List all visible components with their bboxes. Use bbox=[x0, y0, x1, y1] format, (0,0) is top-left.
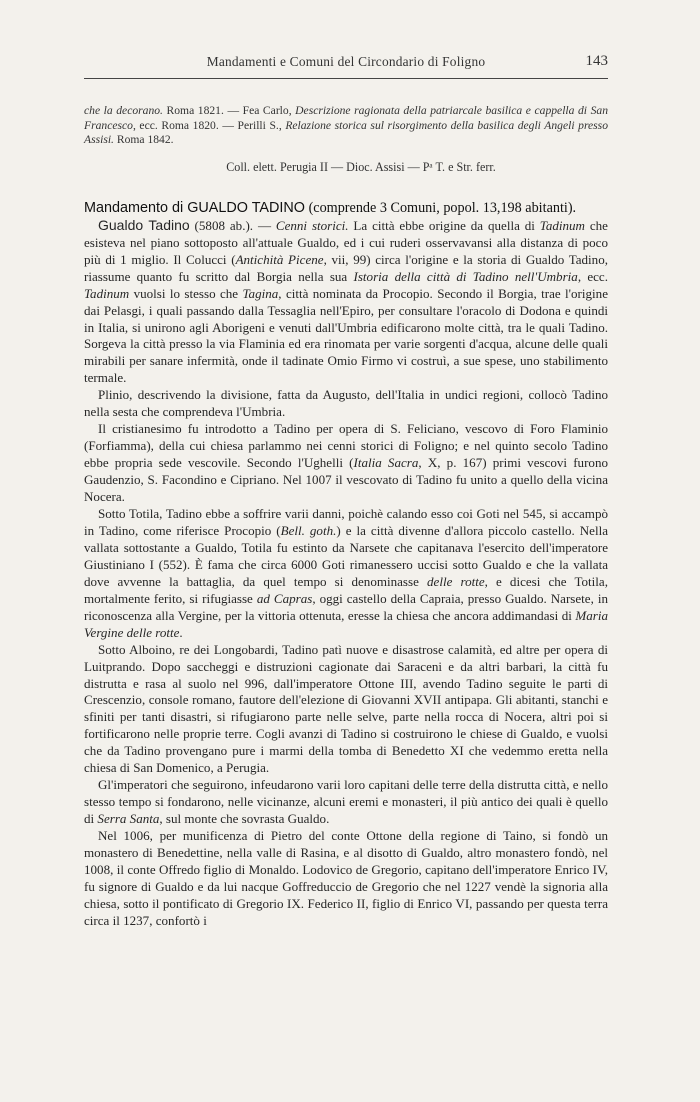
p4-text-g: , oggi castello della Capraia, presso Gualdo. Narsete, in riconoscenza alla Vergine, per la vittoria ottenuta, eresse la chiesa che ancora addimandasi di bbox=[84, 590, 608, 623]
bibliography-note bbox=[84, 104, 608, 148]
p3-text-a: Il cristianesimo fu introdotto a Tadino per opera di S. Feliciano, vescovo di Foro Flaminio (Forfiamma), della cui chiesa parlammo nei cenni storici di Foligno; e nel quinto secolo Tadino ebbe propria sede vescovile. Secondo l'Ughelli ( bbox=[84, 421, 608, 471]
p1-text-h: , vii, 99) circa l'origine e la storia di Gualdo Tadino, riassume quanto fu scritto dal Borgia nella sua bbox=[84, 251, 608, 284]
paragraph-6 bbox=[84, 777, 608, 828]
paragraph-4 bbox=[84, 506, 608, 642]
mandamento-info: (comprende 3 Comuni, popol. 13,198 abitanti). bbox=[305, 199, 577, 216]
biblio-title-1: che la decorano. bbox=[84, 104, 163, 117]
p4-italic-b: Bell. goth. bbox=[280, 522, 337, 538]
p4-text-e: , e dicesi che Totila, mortalmente ferito, si rifugiasse bbox=[84, 573, 608, 606]
p6-text-a: Gl'imperatori che seguirono, infeudarono varii loro capitani delle terre della distrutta città, e nello stesso tempo si fondarono, nelle vicinanze, alcuni eremi e monasteri, il più antico dei quali è quello di bbox=[84, 777, 608, 827]
p1-italic-i: Istoria della città di Tadino nell'Umbria bbox=[353, 268, 578, 284]
collegio-line: Coll. elett. Perugia II — Dioc. Assisi — Pᵃ T. e Str. ferr. bbox=[226, 159, 496, 174]
p4-italic-h: Maria Vergine delle rotte bbox=[84, 607, 608, 640]
biblio-text-1: Roma 1821. — Fea Carlo, bbox=[162, 104, 296, 117]
biblio-text-3: Roma 1842. bbox=[113, 133, 174, 147]
comune-name: Gualdo Tadino bbox=[98, 216, 190, 233]
paragraph-2: Plinio, descrivendo la divisione, fatta da Augusto, dell'Italia in undici regioni, collocò Tadino nella sesta che comprendeva l'Umbria. bbox=[84, 387, 608, 420]
p1-text-b: (5808 ab.). — bbox=[189, 217, 276, 233]
running-title: Mandamenti e Comuni del Circondario di Foligno bbox=[206, 54, 486, 69]
p4-text-a: Sotto Totila, Tadino ebbe a soffrire varii danni, poichè calando esso coi Goti nel 545, si accampò in Tadino, come riferisce Procopio ( bbox=[84, 505, 608, 538]
p4-italic-f: ad Capras bbox=[256, 590, 313, 606]
p1-italic-g: Antichità Picene bbox=[235, 251, 324, 267]
biblio-title-3: Relazione storica sul risorgimento della basilica degli Angeli presso Assisi. bbox=[84, 118, 608, 147]
paragraph-5: Sotto Alboino, re dei Longobardi, Tadino patì nuove e disastrose calamità, ed altre per opera di Luitprando. Dopo saccheggi e distruzioni cagionate dai Saraceni e da altri barbari, la città fu distrutta e rasa al suolo nel 996, dall'imperatore Ottone III, avendo Tadino seguite le parti di Crescenzio, console romano, fautore dell'elezione di Giovanni XVII antipapa. Gli abitanti, stanchi e sfiniti per tanti disastri, si rifugiarono parte nelle selve, parte nella rocca di Nocera, altri poi si fortificarono nelle proprie terre. Cogli avanzi di Tadino si costruirono le chiese di Gualdo, e vuolsi che da Tadino provengano pure i marmi della tomba di Benedetto XI che vedemmo eretta nella chiesa di San Domenico, a Perugia. bbox=[84, 641, 608, 776]
p1-italic-c: Cenni storici. bbox=[275, 217, 349, 233]
p6-text-c: , sul monte che sovrasta Gualdo. bbox=[159, 811, 330, 827]
paragraph-3 bbox=[84, 421, 608, 506]
mandamento-heading bbox=[84, 199, 608, 217]
p1-text-n: , città nominata da Procopio. Secondo il Borgia, trae l'origine dai Pelasgi, i quali passando dalla Tessaglia nell'Epiro, per consultare l'oracolo di Dodona e quindi in Italia, si unirono agli Aborigeni e venuti dall'Umbria edificarono molte città, tra le quali Tadino. Sorgeva la città presso la via Flaminia ed era rinomata per varie sorgenti d'acqua, alcune delle quali mirabili per sanare infermità, onde il tadinate Omio Firmo vi costruì, a sue spese, uno stabilimento termale. bbox=[84, 285, 608, 386]
p4-italic-d: delle rotte bbox=[427, 573, 485, 589]
biblio-text-2: , ecc. Roma 1820. — Perilli S., bbox=[132, 118, 286, 132]
p1-text-l: vuolsi lo stesso che bbox=[129, 285, 243, 301]
p1-italic-e: Tadinum bbox=[539, 217, 585, 233]
p3-italic-b: Italia Sacra bbox=[353, 455, 419, 471]
biblio-title-2: Descrizione ragionata della patriarcale basilica e cappella di San Francesco bbox=[84, 104, 608, 132]
page-body bbox=[84, 104, 608, 930]
p6-italic-b: Serra Santa bbox=[97, 811, 160, 827]
p1-text-d: La città ebbe origine da quella di bbox=[348, 217, 540, 233]
p1-italic-k: Tadinum bbox=[84, 285, 130, 301]
mandamento-name: Mandamento di GUALDO TADINO bbox=[84, 199, 306, 216]
page-number: 143 bbox=[585, 53, 608, 69]
p3-text-c: , X, p. 167) primi vescovi furono Gaudenzio, S. Facondino e Cipriano. Nel 1007 il vescovato di Tadino fu unito a quello della vicina Nocera. bbox=[84, 455, 608, 505]
p1-text-j: , ecc. bbox=[577, 268, 608, 284]
paragraph-7: Nel 1006, per munificenza di Pietro del conte Ottone della regione di Taino, si fondò un monastero di Benedettine, nella valle di Rasina, e al disotto di Gualdo, altro monastero fondò, nel 1008, il conte Offredo figlio di Monaldo. Lodovico de Gregorio, capitano dell'imperatore Enrico IV, fu signore di Gualdo e da lui nacque Goffreduccio de Gregorio che nel 1227 vendè la signoria alla chiesa, sotto il pontificato di Gregorio IX. Federico II, figlio di Enrico VI, passando per questa terra circa il 1237, confortò i bbox=[84, 828, 608, 928]
p1-italic-m: Tagina bbox=[242, 285, 279, 301]
running-header bbox=[84, 52, 608, 79]
paragraph-1 bbox=[84, 217, 608, 388]
p4-text-c: ) e la città divenne d'allora piccolo castello. Nella vallata sottostante a Gualdo, Totila fu estinto da Narsete che capitanava l'esercito dell'imperatore Giustiniano I (552). È fama che circa 6000 Goti rimanessero uccisi sotto Gualdo e che la vallata dove avvenne la battaglia, da quel tempo si denominasse bbox=[84, 522, 608, 589]
p4-text-i: . bbox=[179, 624, 183, 640]
p1-text-f: che esisteva nel piano sottoposto all'attuale Gualdo, ed i cui ruderi osservavansi alla distanza di poco più di 1 miglio. Il Colucci ( bbox=[84, 217, 608, 267]
